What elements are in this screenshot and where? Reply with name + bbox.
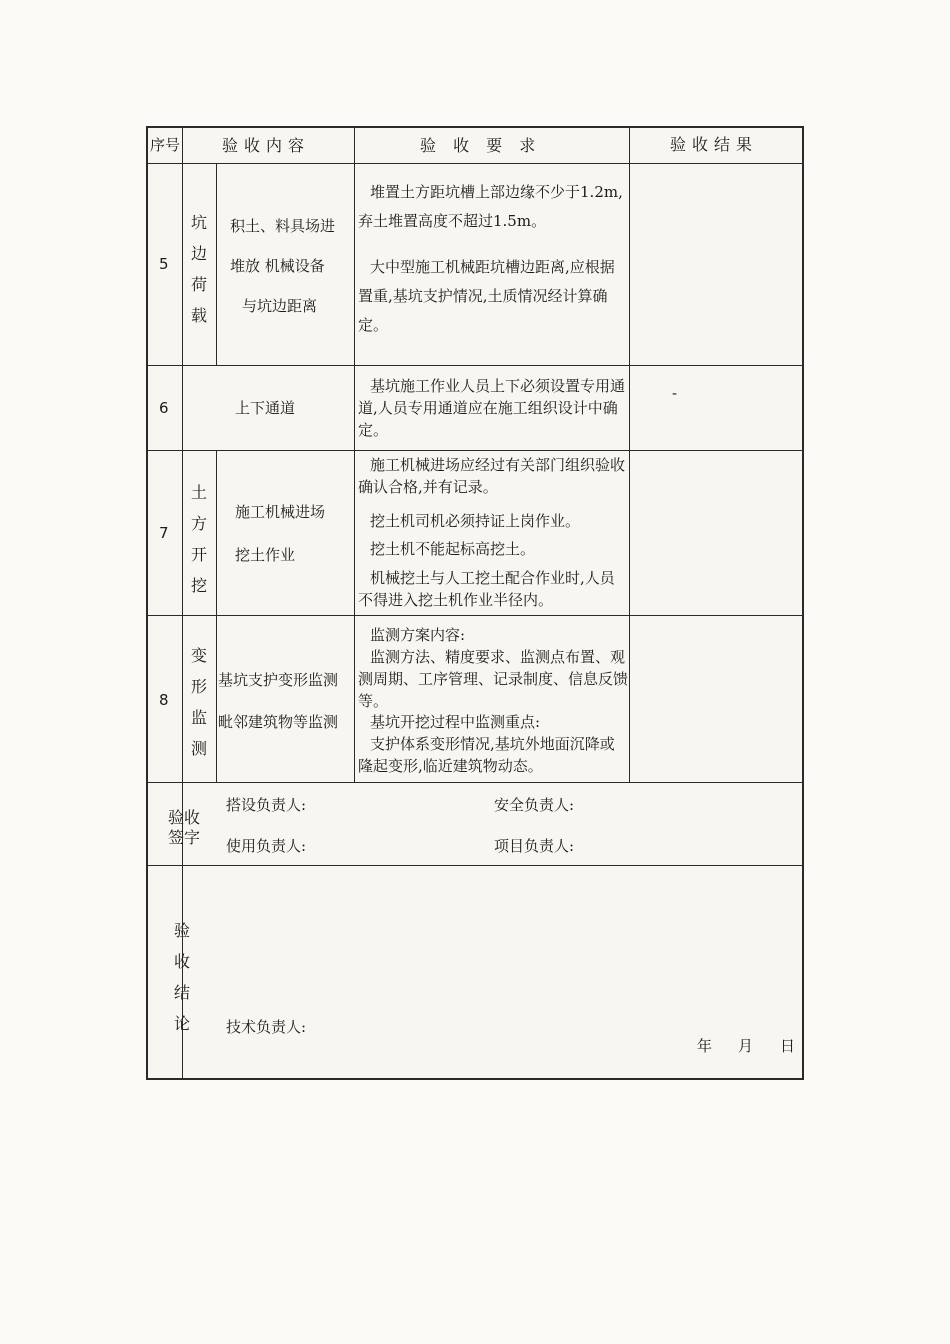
- row-item: 毗邻建筑物等监测: [218, 713, 339, 731]
- col-line-requirement: [629, 128, 630, 782]
- row-line-7: [148, 615, 804, 616]
- row-line-5: [148, 365, 804, 366]
- row-line-6: [148, 450, 804, 451]
- row-requirement: 支护体系变形情况,基坑外地面沉降或隆起变形,临近建筑物动态。: [358, 735, 615, 775]
- conclusion-label: 验收结论: [173, 921, 190, 1033]
- row-number: 8: [159, 691, 169, 709]
- row-item: 堆放 机械设备: [230, 257, 325, 275]
- row-item: 挖土作业: [235, 546, 296, 564]
- row-line-header: [148, 163, 804, 164]
- row-item: 施工机械进场: [235, 503, 326, 521]
- row-requirement: 堆置土方距坑槽上部边缘不少于1.2m,弃土堆置高度不超过1.5m。: [358, 183, 623, 230]
- row-requirement: 施工机械进场应经过有关部门组织验收确认合格,并有记录。: [358, 456, 626, 496]
- inspection-table: [146, 126, 804, 1080]
- col-line-category: [216, 450, 217, 782]
- signature-project: 项目负责人:: [494, 837, 575, 855]
- row-line-8: [148, 782, 804, 783]
- row-result: -: [672, 384, 678, 402]
- row-item: 积土、料具场进: [230, 217, 336, 235]
- signature-label: 验收签字: [167, 808, 200, 847]
- row-requirement: 机械挖土与人工挖土配合作业时,人员不得进入挖土机作业半径内。: [358, 569, 615, 609]
- row-number: 7: [159, 524, 169, 542]
- row-line-sign: [148, 865, 804, 866]
- signature-user: 使用负责人:: [226, 837, 307, 855]
- row-item: 与坑边距离: [242, 297, 318, 315]
- row-item: 基坑支护变形监测: [218, 671, 339, 689]
- conclusion-day: 日: [780, 1037, 796, 1055]
- row-requirement: 基坑开挖过程中监测重点:: [370, 713, 541, 731]
- conclusion-month: 月: [738, 1037, 754, 1055]
- row-requirement: 挖土机不能起标高挖土。: [370, 540, 536, 558]
- header-content: 验收内容: [222, 136, 311, 155]
- row-requirement: 基坑施工作业人员上下必须设置专用通道,人员专用通道应在施工组织设计中确定。: [358, 377, 626, 439]
- row-requirement: 挖土机司机必须持证上岗作业。: [370, 512, 581, 530]
- conclusion-tech: 技术负责人:: [226, 1018, 307, 1036]
- signature-erector: 搭设负责人:: [226, 796, 307, 814]
- row-category: 坑边荷载: [190, 213, 207, 325]
- header-result: 验收结果: [670, 135, 759, 154]
- col-line-category: [216, 163, 217, 365]
- row-category: 变形监测: [190, 646, 207, 758]
- row-requirement: 监测方法、精度要求、监测点布置、观测周期、工序管理、记录制度、信息反馈等。: [358, 648, 629, 710]
- signature-safety: 安全负责人:: [494, 796, 575, 814]
- header-seq: 序号: [150, 136, 181, 154]
- row-item: 上下通道: [235, 399, 296, 417]
- header-requirement: 验 收 要 求: [420, 136, 542, 155]
- row-category: 土方开挖: [190, 483, 207, 595]
- row-number: 5: [159, 255, 169, 273]
- col-line-content: [354, 128, 355, 782]
- row-number: 6: [159, 399, 169, 417]
- row-requirement: 监测方案内容:: [370, 626, 466, 644]
- row-requirement: 大中型施工机械距坑槽边距离,应根据置重,基坑支护情况,土质情况经计算确定。: [358, 258, 615, 334]
- conclusion-year: 年: [697, 1037, 713, 1055]
